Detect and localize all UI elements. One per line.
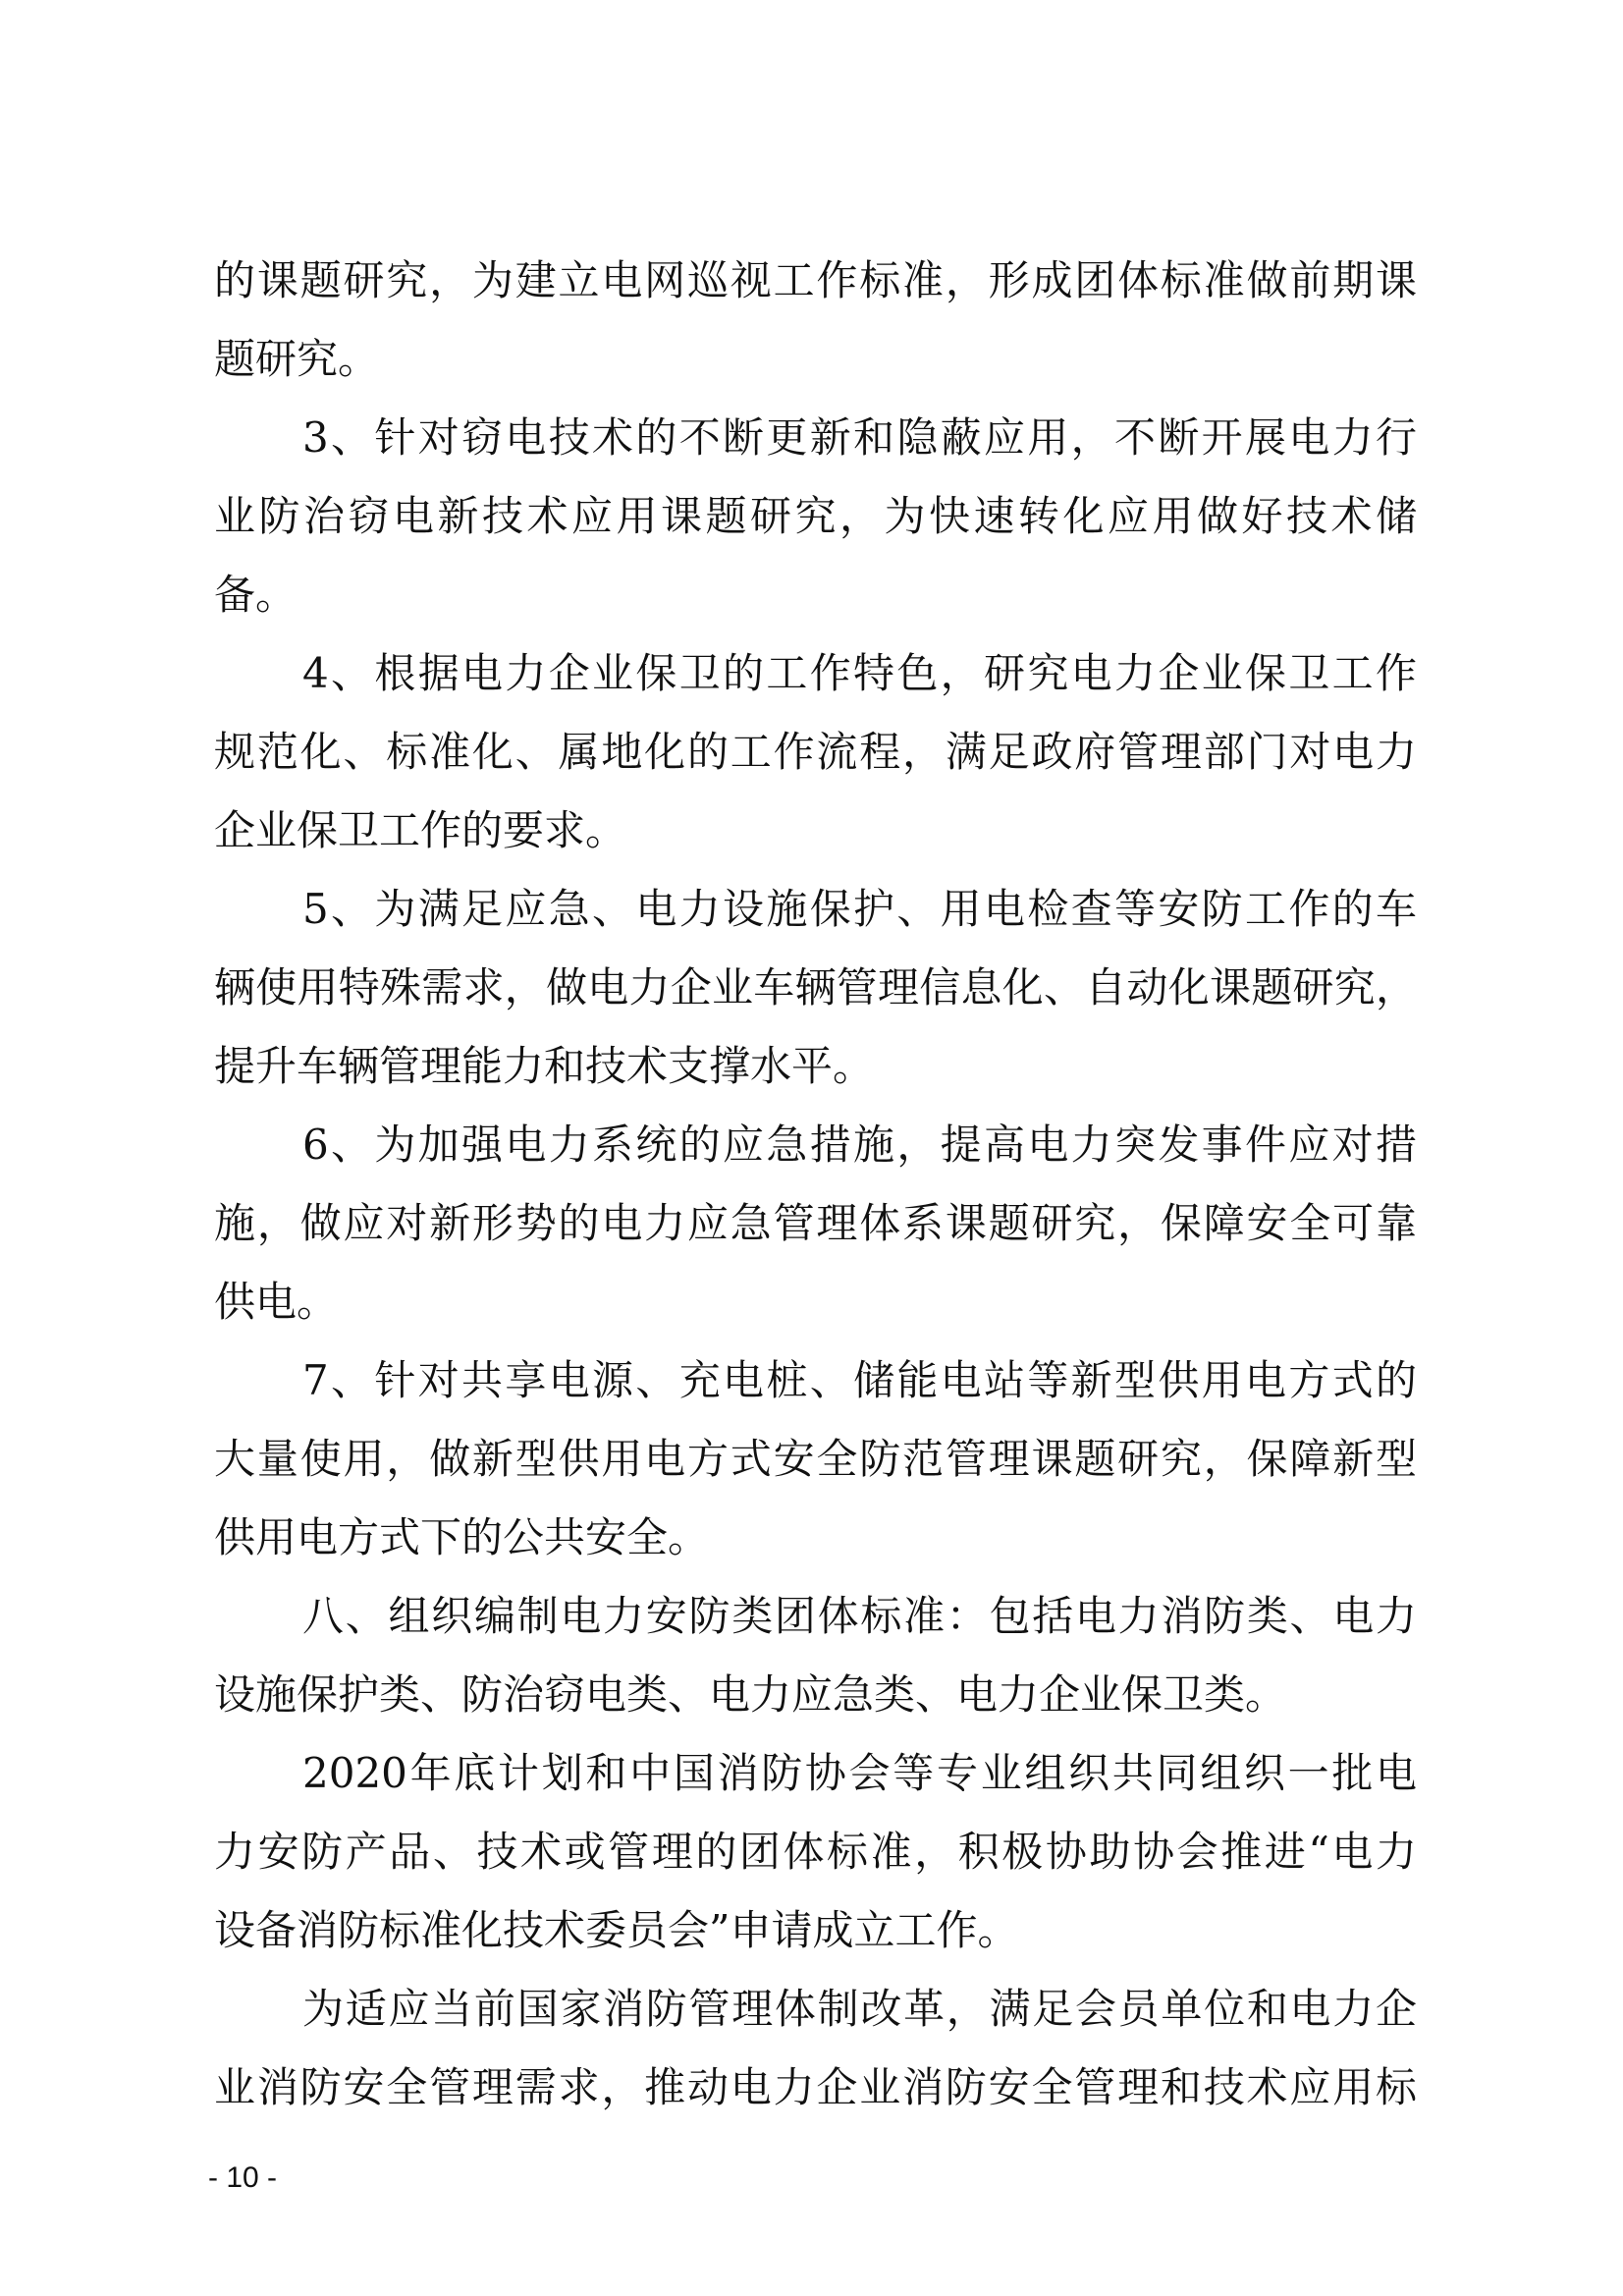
text-line: 施，做应对新形势的电力应急管理体系课题研究，保障安全可靠 <box>214 1199 1417 1247</box>
text-line: 备。 <box>214 571 298 619</box>
text-line: 业防治窃电新技术应用课题研究，为快速转化应用做好技术储 <box>214 492 1417 540</box>
text-line: 题研究。 <box>214 335 380 383</box>
text-line: 设施保护类、防治窃电类、电力应急类、电力企业保卫类。 <box>214 1670 1287 1719</box>
text-line: 业消防安全管理需求，推动电力企业消防安全管理和技术应用标 <box>214 2063 1417 2111</box>
text-line: 4、根据电力企业保卫的工作特色，研究电力企业保卫工作 <box>302 649 1417 697</box>
document-body <box>214 242 1417 2127</box>
text-line: 7、针对共享电源、充电桩、储能电站等新型供用电方式的 <box>302 1356 1417 1404</box>
page-number: - 10 - <box>208 2161 278 2194</box>
text-line: 提升车辆管理能力和技术支撑水平。 <box>214 1042 875 1090</box>
text-line: 规范化、标准化、属地化的工作流程，满足政府管理部门对电力 <box>214 728 1417 776</box>
text-line: 5、为满足应急、电力设施保护、用电检查等安防工作的车 <box>302 885 1417 933</box>
text-line: 大量使用，做新型供用电方式安全防范管理课题研究，保障新型 <box>214 1435 1417 1483</box>
text-line: 3、针对窃电技术的不断更新和隐蔽应用，不断开展电力行 <box>302 413 1417 462</box>
section-heading-line: 八、组织编制电力安防类团体标准：包括电力消防类、电力 <box>302 1592 1417 1640</box>
text-line: 供电。 <box>214 1278 339 1326</box>
text-line: 设备消防标准化技术委员会”申请成立工作。 <box>214 1906 1019 1954</box>
text-line: 6、为加强电力系统的应急措施，提高电力突发事件应对措 <box>302 1121 1417 1169</box>
text-line: 的课题研究，为建立电网巡视工作标准，形成团体标准做前期课 <box>214 256 1417 304</box>
text-line: 2020年底计划和中国消防协会等专业组织共同组织一批电 <box>302 1749 1417 1797</box>
text-line: 供用电方式下的公共安全。 <box>214 1513 710 1561</box>
text-line: 企业保卫工作的要求。 <box>214 806 627 854</box>
text-line: 力安防产品、技术或管理的团体标准，积极协助协会推进“电力 <box>214 1828 1417 1876</box>
text-line: 为适应当前国家消防管理体制改革，满足会员单位和电力企 <box>302 1985 1417 2033</box>
text-line: 辆使用特殊需求，做电力企业车辆管理信息化、自动化课题研究， <box>214 963 1417 1011</box>
